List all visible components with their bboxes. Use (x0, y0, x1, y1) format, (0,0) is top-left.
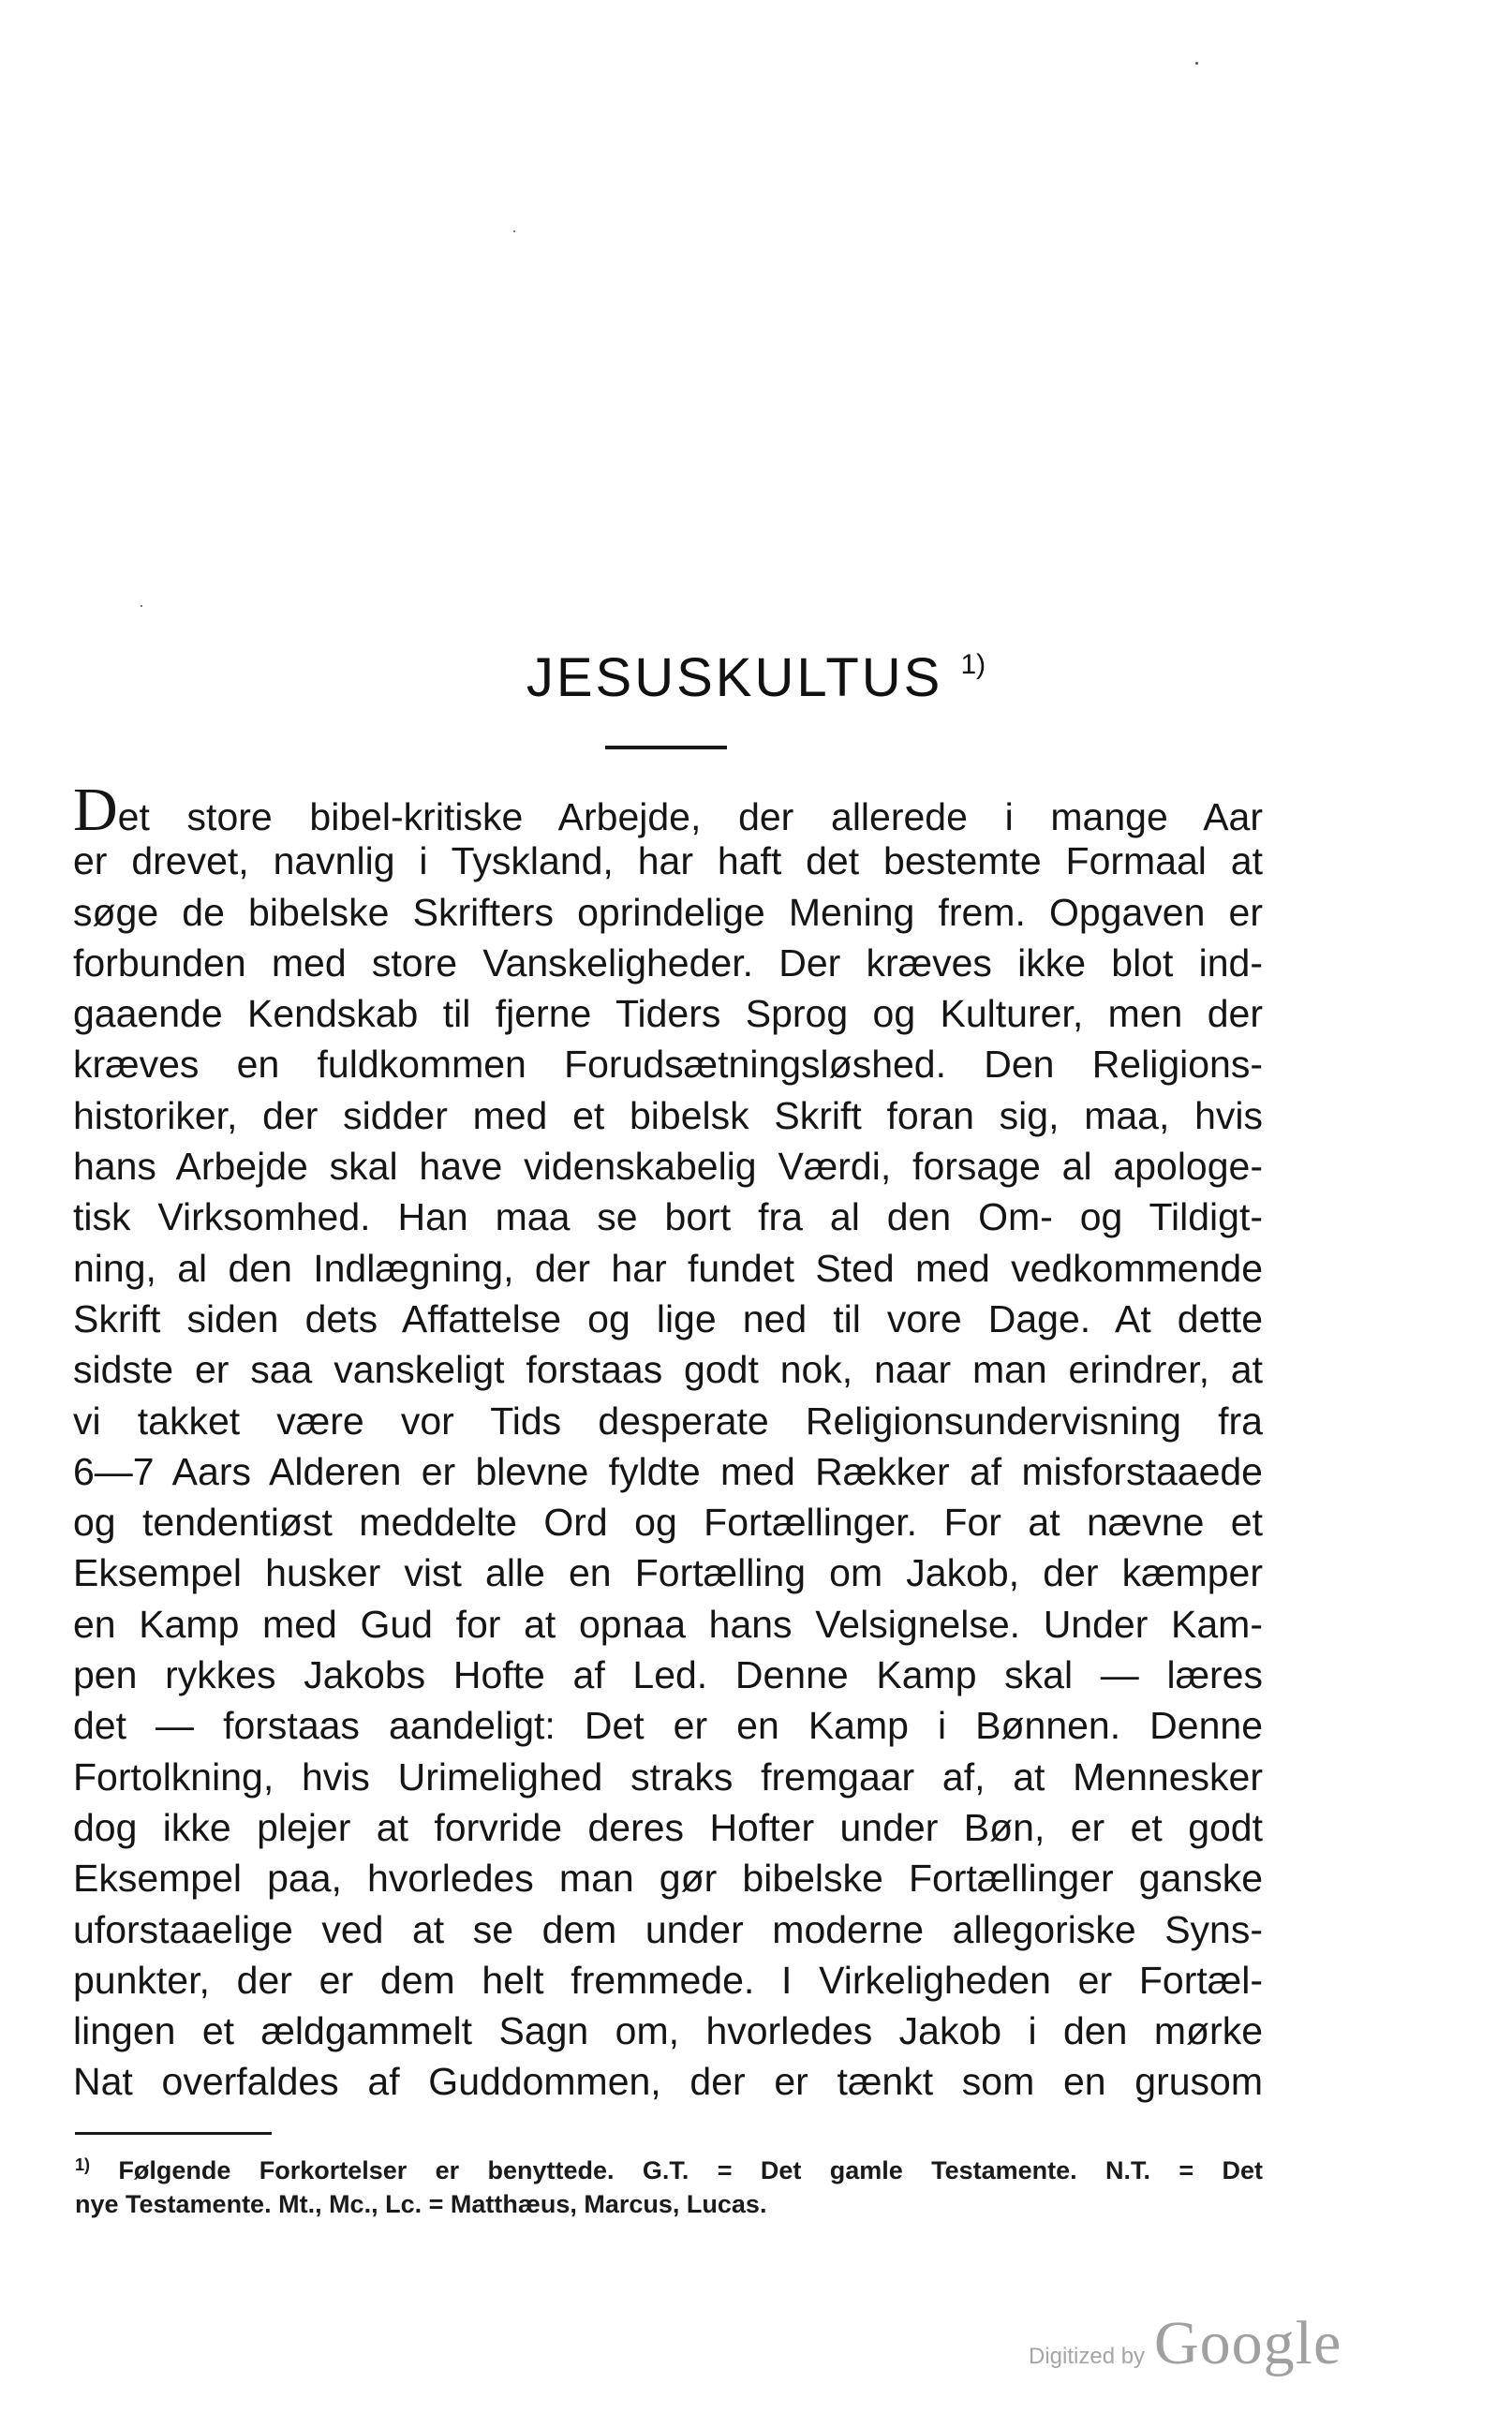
title-rule (605, 746, 727, 749)
body-line: historiker, der sidder med et bibelsk Skrift foran sig, maa, hvis (73, 1093, 1263, 1137)
body-line-first-rest: et store bibel-kritiske Arbejde, der allerede i mange Aar (117, 795, 1263, 838)
scan-speck (1195, 62, 1198, 65)
body-line: Nat overfaldes af Guddommen, der er tænkt som en grusom (73, 2060, 1263, 2104)
body-line: vi takket være vor Tids desperate Religionsundervisning fra (73, 1399, 1263, 1443)
body-line: søge de bibelske Skrifters oprindelige Mening frem. Opgaven er (73, 890, 1263, 934)
watermark-brand: Google (1154, 2309, 1342, 2377)
body-line: lingen et ældgammelt Sagn om, hvorledes Jakob i den mørke (73, 2009, 1263, 2053)
body-line: ning, al den Indlægning, der har fundet Sted med vedkommende (73, 1246, 1263, 1290)
body-line: 6—7 Aars Alderen er blevne fyldte med Rækker af misforstaaede (73, 1449, 1263, 1493)
body-line: kræves en fuldkommen Forudsætningsløshed. Den Religions- (73, 1043, 1263, 1087)
body-line: gaaende Kendskab til fjerne Tiders Sprog og Kulturer, men der (73, 992, 1263, 1036)
scan-speck (513, 230, 515, 232)
body-line: en Kamp med Gud for at opnaa hans Velsignelse. Under Kam- (73, 1602, 1263, 1646)
body-line: det — forstaas aandeligt: Det er en Kamp i Bønnen. Denne (73, 1704, 1263, 1748)
title-footnote-mark: 1) (960, 649, 986, 680)
body-line: pen rykkes Jakobs Hofte af Led. Denne Kamp skal — læres (73, 1653, 1263, 1697)
body-text (73, 776, 1263, 2108)
body-line: sidste er saa vanskeligt forstaas godt nok, naar man erindrer, at (73, 1348, 1263, 1392)
initial-letter: D (73, 776, 118, 844)
footnote-rule (75, 2132, 272, 2135)
body-line: Fortolkning, hvis Urimelighed straks fremgaar af, at Mennesker (73, 1754, 1263, 1799)
body-line: forbunden med store Vanskeligheder. Der kræves ikke blot ind- (73, 940, 1263, 985)
body-line: er drevet, navnlig i Tyskland, har haft det bestemte Formaal at (73, 839, 1263, 883)
scan-speck (141, 605, 142, 607)
body-line: hans Arbejde skal have videnskabelig Værdi, forsage al apologe- (73, 1145, 1263, 1189)
body-line: Eksempel paa, hvorledes man gør bibelske Fortællinger ganske (73, 1857, 1263, 1901)
body-line: punkter, der er dem helt fremmede. I Virkeligheden er Fortæl- (73, 1958, 1263, 2002)
footnote-line: nye Testamente. Mt., Mc., Lc. = Matthæus, Marcus, Lucas. (75, 2190, 767, 2218)
body-line: tisk Virksomhed. Han maa se bort fra al den Om- og Tildigt- (73, 1195, 1263, 1239)
body-line: dog ikke plejer at forvride deres Hofter under Bøn, er et godt (73, 1805, 1263, 1849)
body-line: uforstaaelige ved at se dem under moderne allegoriske Syns- (73, 1907, 1263, 1951)
footnote-line (75, 2145, 1263, 2184)
body-line: Skrift siden dets Affattelse og lige ned til vore Dage. At dette (73, 1296, 1263, 1340)
footnote-mark: 1) (75, 2155, 91, 2174)
body-line (73, 776, 1263, 844)
chapter-title (0, 646, 1512, 709)
body-line: Eksempel husker vist alle en Fortælling om Jakob, der kæmper (73, 1551, 1263, 1595)
footnote (75, 2145, 1263, 2224)
chapter-title-text: JESUSKULTUS (526, 647, 943, 708)
digitized-watermark (1029, 2309, 1347, 2389)
body-line: og tendentiøst meddelte Ord og Fortællinger. For at nævne et (73, 1501, 1263, 1545)
watermark-prefix: Digitized by (1029, 2344, 1146, 2369)
footnote-line-1-text: Følgende Forkortelser er benyttede. G.T. = Det gamle Testamente. N.T. = Det (118, 2156, 1263, 2184)
